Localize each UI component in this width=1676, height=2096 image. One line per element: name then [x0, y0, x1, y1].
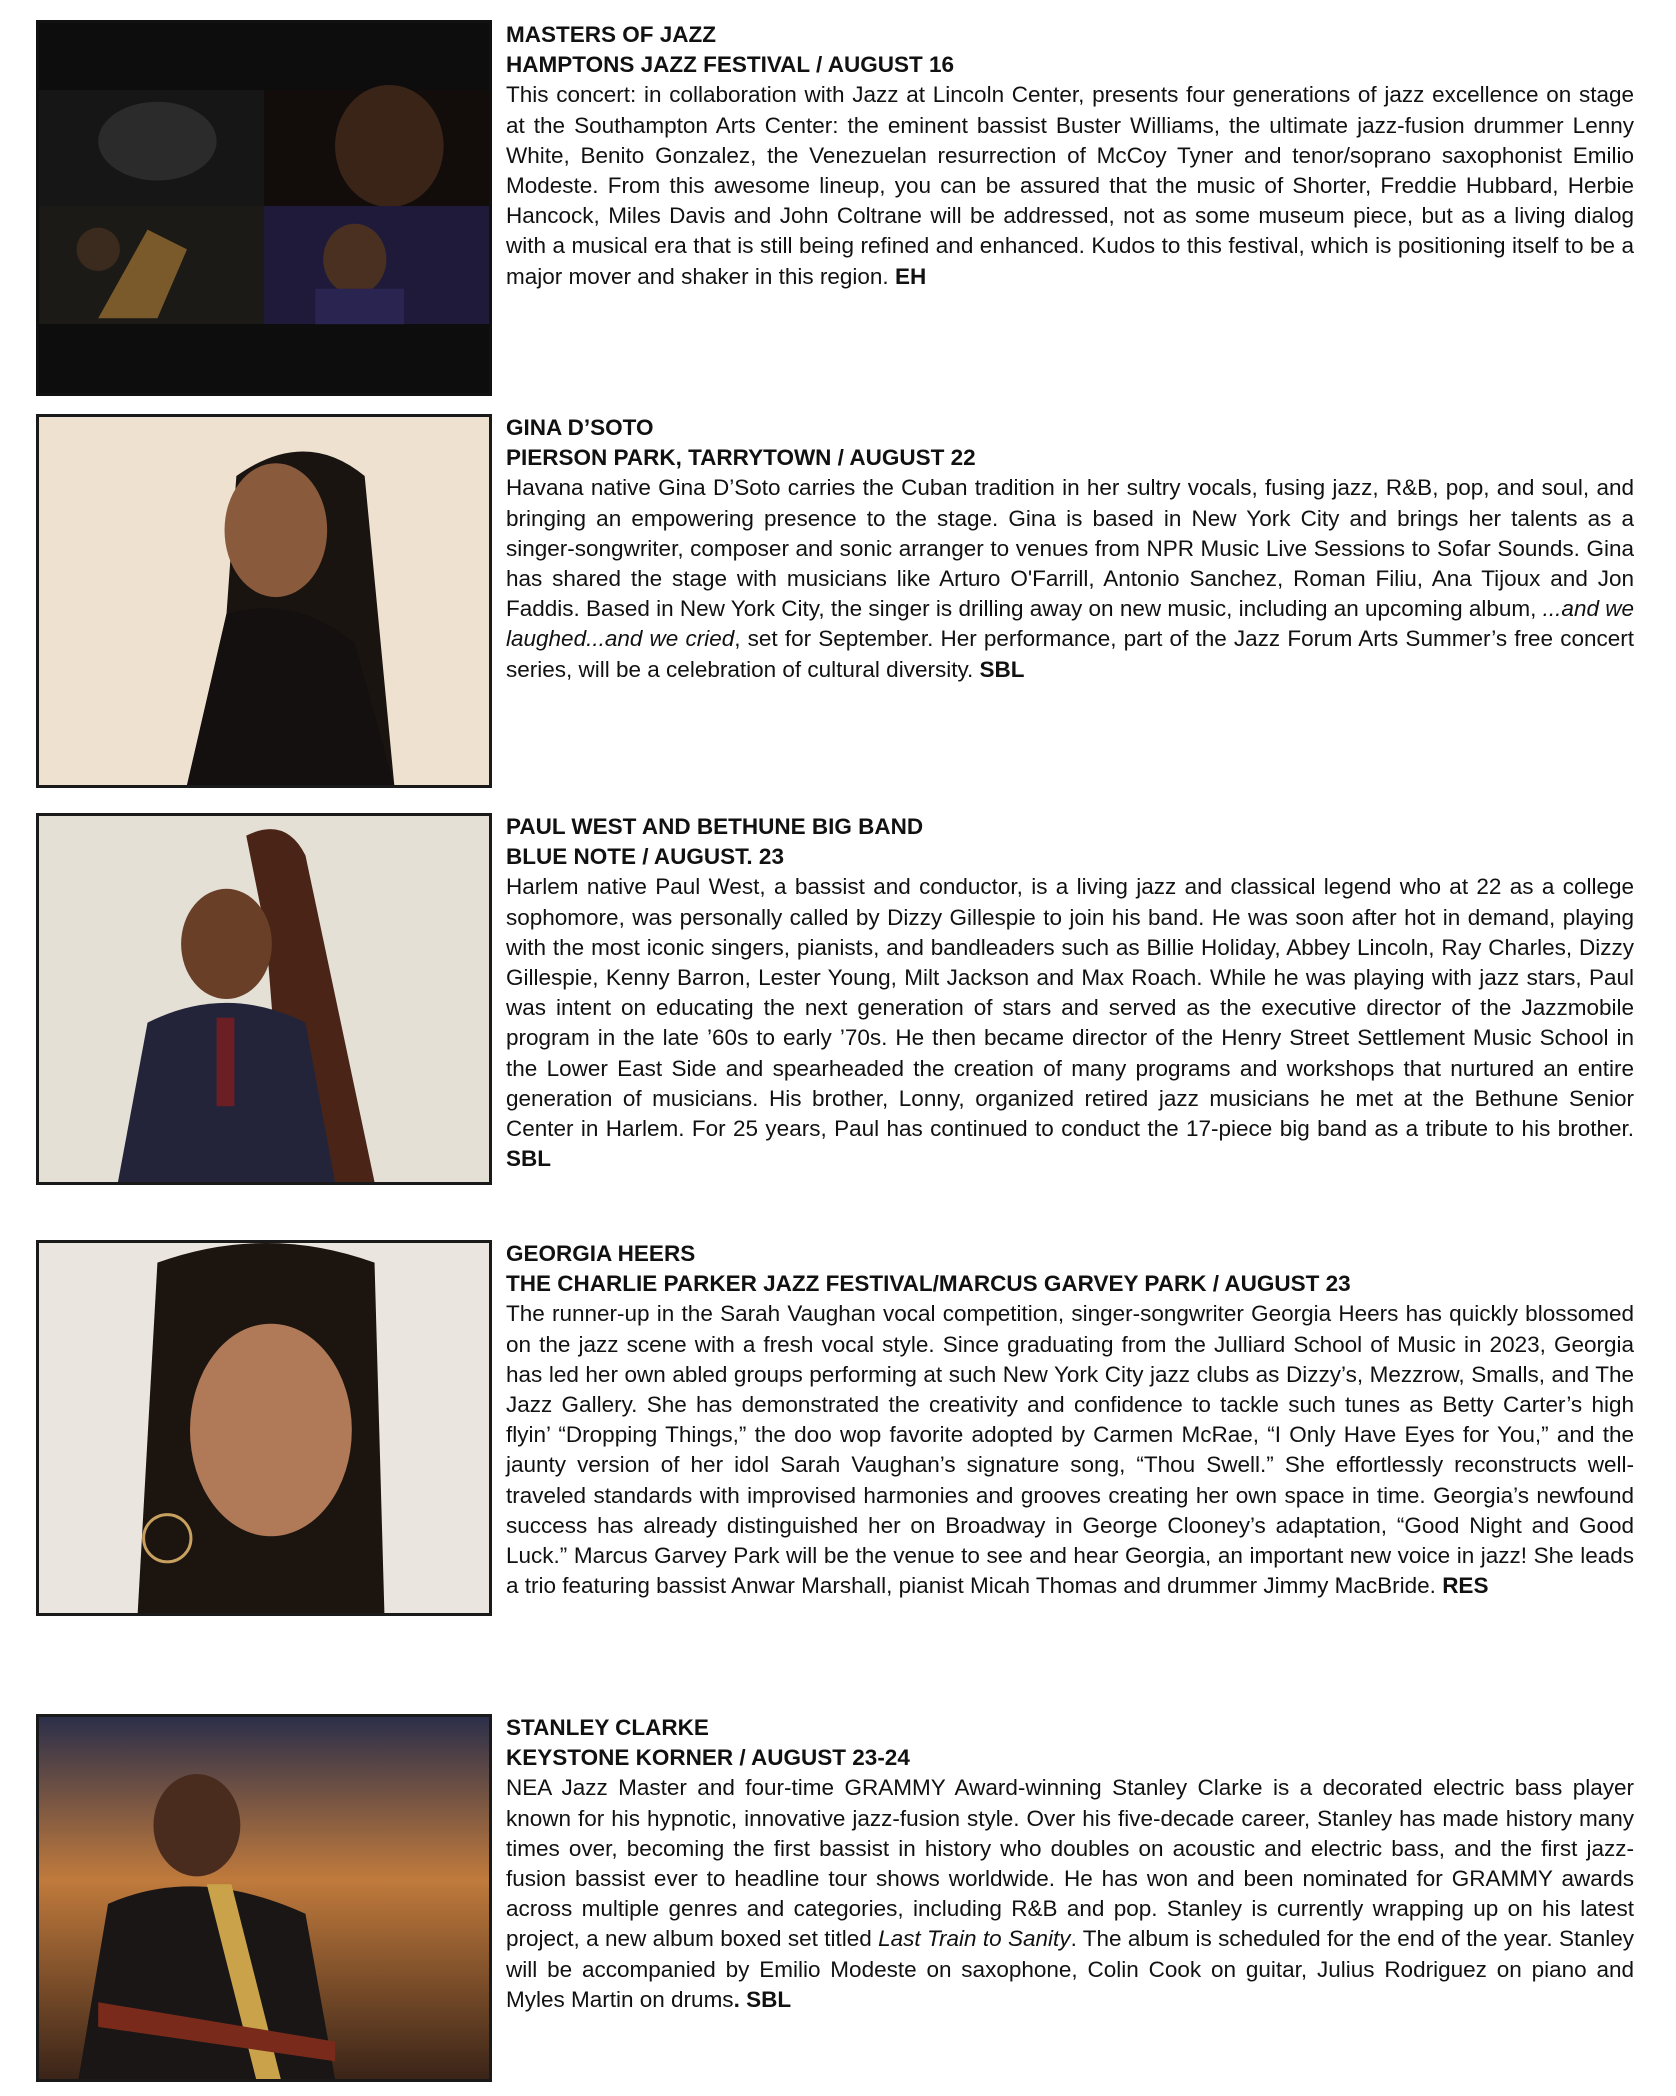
gina-dsoto-portrait-photo	[36, 414, 492, 788]
stanley-clarke-portrait-photo	[36, 1714, 492, 2082]
paul-west-portrait-photo	[36, 813, 492, 1185]
event-description: Harlem native Paul West, a bassist and conductor, is a living jazz and classical legend who at 22 as a college sophomore, was personally called by Dizzy Gillespie to join his band. He was soon after hot in demand, playing with the most iconic singers, pianists, and bandleaders such as Billie Holiday, Abbey Lincoln, Ray Charles, Dizzy Gillespie, Kenny Barron, Lester Young, Milt Jackson and Max Roach. While he was playing with jazz stars, Paul was intent on educating the next generation of stars and served as the executive director of the Jazzmobile program in the late ’60s to early ’70s. He then became director of the Henry Street Settlement Music School in the Lower East Side and spearheaded the creation of many programs and workshops that nurtured an entire generation of musicians. His brother, Lonny, organized retired jazz musicians he met at the Bethune Senior Center in Harlem. For 25 years, Paul has continued to conduct the 17-piece big band as a tribute to his brother. SBL	[506, 874, 1634, 1172]
masters-of-jazz-collage-photo	[36, 20, 492, 396]
event-description: NEA Jazz Master and four-time GRAMMY Award-winning Stanley Clarke is a decorated electric bass player known for his hypnotic, innovative jazz-fusion style. Over his five-decade career, Stanley has made history many times over, becoming the first bassist in history who doubles on acoustic and electric bass, and the first jazz-fusion bassist ever to headline tour shows worldwide. He has won and been nominated for GRAMMY awards across multiple genres and categories, including R&B and pop. Stanley is currently wrapping up on his latest project, a new album boxed set titled Last Train to Sanity. The album is scheduled for the end of the year. Stanley will be accompanied by Emilio Modeste on saxophone, Colin Cook on guitar, Julius Rodriguez on piano and Myles Martin on drums. SBL	[506, 1775, 1634, 2012]
stanley-clarke-text	[506, 1713, 1634, 2015]
event-venue-date: PIERSON PARK, TARRYTOWN / AUGUST 22	[506, 445, 976, 471]
paul-west-text	[506, 812, 1634, 1174]
event-description: The runner-up in the Sarah Vaughan vocal competition, singer-songwriter Georgia Heers has quickly blossomed on the jazz scene with a fresh vocal style. Since graduating from the Julliard School of Music in 2023, Georgia has led her own abled groups performing at such New York City jazz clubs as Dizzy’s, Mezzrow, Smalls, and The Jazz Gallery. She has demonstrated the creativity and confidence to tackle such tunes as Betty Carter’s high flyin’ “Dropping Things,” the doo wop favorite adopted by Carmen McRae, “I Only Have Eyes for You,” and the jaunty version of her idol Sarah Vaughan’s signature song, “Thou Swell.” She effortlessly reconstructs well- traveled standards with improvised harmonies and grooves creating her own space in time. Georgia’s newfound success has already distinguished her on Broadway in George Clooney’s adaptation, “Good Night and Good Luck.” Marcus Garvey Park will be the venue to see and hear Georgia, an important new voice in jazz! She leads a trio featuring bassist Anwar Marshall, pianist Micah Thomas and drummer Jimmy MacBride. RES	[506, 1301, 1634, 1599]
author-initials: . SBL	[733, 1986, 792, 2012]
album-title: ...and we laughed...and we cried	[506, 596, 1634, 652]
event-title: STANLEY CLARKE	[506, 1715, 709, 1740]
event-title: PAUL WEST AND BETHUNE BIG BAND	[506, 814, 924, 839]
author-initials: SBL	[506, 1146, 551, 1172]
event-venue-date: HAMPTONS JAZZ FESTIVAL / AUGUST 16	[506, 52, 954, 78]
author-initials: EH	[894, 263, 927, 289]
album-title: Last Train to Sanity	[878, 1926, 1071, 1952]
event-venue-date: THE CHARLIE PARKER JAZZ FESTIVAL/MARCUS GARVEY PARK / AUGUST 23	[506, 1271, 1351, 1297]
event-title: GINA D’SOTO	[506, 415, 654, 440]
georgia-heers-portrait-photo	[36, 1240, 492, 1616]
gina-dsoto-text	[506, 413, 1634, 685]
event-title: MASTERS OF JAZZ	[506, 22, 717, 47]
event-venue-date: BLUE NOTE / AUGUST. 23	[506, 844, 784, 870]
event-title: GEORGIA HEERS	[506, 1241, 696, 1266]
event-description: This concert: in collaboration with Jazz at Lincoln Center, presents four generations of jazz excellence on stage at the Southampton Arts Center: the eminent bassist Buster Williams, the ultimate jazz-fusion drummer Lenny White, Benito Gonzalez, the Venezuelan resurrection of McCoy Tyner and tenor/soprano saxophonist Emilio Modeste. From this awesome lineup, you can be assured that the music of Shorter, Freddie Hubbard, Herbie Hancock, Miles Davis and John Coltrane will be addressed, not as some museum piece, but as a living dialog with a musical era that is still being refined and enhanced. Kudos to this festival, which is positioning itself to be a major mover and shaker in this region. EH	[506, 82, 1634, 289]
author-initials: SBL	[979, 656, 1025, 682]
masters-of-jazz-text	[506, 20, 1634, 292]
event-venue-date: KEYSTONE KORNER / AUGUST 23-24	[506, 1745, 910, 1771]
event-description: Havana native Gina D’Soto carries the Cuban tradition in her sultry vocals, fusing jazz, R&B, pop, and soul, and bringing an empowering presence to the stage. Gina is based in New York City and brings her talents as a singer-songwriter, composer and sonic arranger to venues from NPR Music Live Sessions to Sofar Sounds. Gina has shared the stage with musicians like Arturo O'Farrill, Antonio Sanchez, Roman Filiu, Ana Tijoux and Jon Faddis. Based in New York City, the singer is drilling away on new music, including an upcoming album, ...and we laughed...and we cried, set for September. Her performance, part of the Jazz Forum Arts Summer’s free concert series, will be a celebration of cultural diversity. SBL	[506, 475, 1635, 682]
georgia-heers-text	[506, 1239, 1634, 1601]
author-initials: RES	[1442, 1573, 1489, 1599]
